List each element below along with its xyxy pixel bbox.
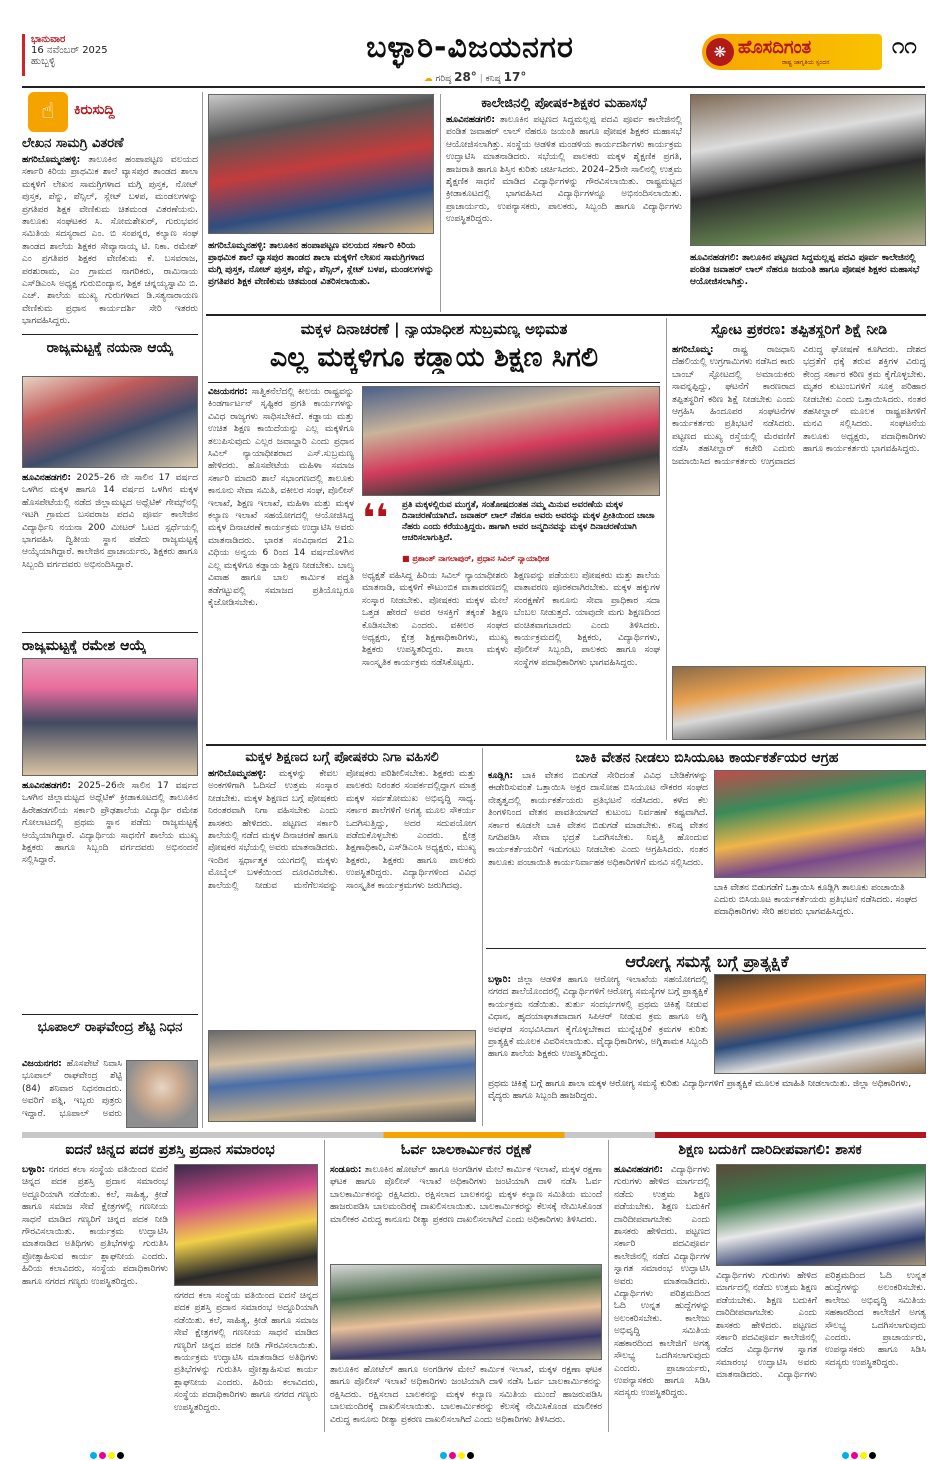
parents-body: ಹಗರಿಬೊಮ್ಮನಹಳ್ಳಿ: ಮಕ್ಕಳನ್ನು ಕೇವಲ ಅಂಕಗಳಿಗಾಗಿ ಓದಿಸದೆ ಉತ್ತಮ ಸಂಸ್ಕಾರ ನೀಡಬೇಕು. ಮಕ್ಕಳ ಶಿಕ್ಷಣದ ಬಗ್ಗೆ ಪೋಷಕರು ನಿರಂತರವಾಗಿ ನಿಗಾ ವಹಿಸಬೇಕು ಎಂದು ಶಾಸಕರು ಹೇಳಿದರು. ಪಟ್ಟಣದ ಸರ್ಕಾರಿ ಶಾಲೆಯಲ್ಲಿ ನಡೆದ ಮಕ್ಕಳ ದಿನಾಚರಣೆ ಹಾಗೂ ಪೋಷಕರ ಸಭೆಯಲ್ಲಿ ಅವರು ಮಾತನಾಡಿದರು. ಇಂದಿನ ಸ್ಪರ್ಧಾತ್ಮಕ ಯುಗದಲ್ಲಿ ಮಕ್ಕಳು ಮೊಬೈಲ್ ಬಳಕೆಯಿಂದ ದೂರವಿರಬೇಕು. ಶಾಲೆಯಲ್ಲಿ ನೀಡುವ ಮನೆಗೆಲಸವನ್ನು ಪೋಷಕರು ಪರಿಶೀಲಿಸಬೇಕು. ಶಿಕ್ಷಕರು ಮತ್ತು ಪಾಲಕರು ನಿರಂತರ ಸಂಪರ್ಕದಲ್ಲಿದ್ದಾಗ ಮಾತ್ರ ಮಕ್ಕಳ ಸರ್ವತೋಮುಖ ಅಭಿವೃದ್ಧಿ ಸಾಧ್ಯ. ಸರ್ಕಾರ ಶಾಲೆಗಳಿಗೆ ಅಗತ್ಯ ಮೂಲ ಸೌಕರ್ಯ ಒದಗಿಸುತ್ತಿದ್ದು, ಅದರ ಸದುಪಯೋಗ ಪಡೆದುಕೊಳ್ಳಬೇಕು ಎಂದರು. ಕ್ಷೇತ್ರ ಶಿಕ್ಷಣಾಧಿಕಾರಿ, ಎಸ್‌ಡಿಎಂಸಿ ಅಧ್ಯಕ್ಷರು, ಮುಖ್ಯ ಶಿಕ್ಷಕರು, ಶಿಕ್ಷಕರು ಹಾಗೂ ಪಾಲಕರು ಉಪಸ್ಥಿತರಿದ್ದರು. ವಿದ್ಯಾರ್ಥಿಗಳಿಂದ ವಿವಿಧ ಸಾಂಸ್ಕೃತಿಕ ಕಾರ್ಯಕ್ರಮಗಳು ಜರುಗಿದವು. bbox=[208, 769, 476, 891]
kirusuddi-photo-3 bbox=[22, 658, 198, 776]
health-headline: ಆರೋಗ್ಯ ಸಮಸ್ಯೆ ಬಗ್ಗೆ ಪ್ರಾತ್ಯಕ್ಷಿಕೆ bbox=[625, 952, 789, 971]
health-body: ಬಳ್ಳಾರಿ: ಜಿಲ್ಲಾ ಆಡಳಿತ ಹಾಗೂ ಆರೋಗ್ಯ ಇಲಾಖೆಯ ಸಹಯೋಗದಲ್ಲಿ ನಗರದ ಶಾಲೆಯೊಂದರಲ್ಲಿ ವಿದ್ಯಾರ್ಥಿಗಳಿಗೆ ಆರೋಗ್ಯ ಸಮಸ್ಯೆಗಳ ಬಗ್ಗೆ ಪ್ರಾತ್ಯಕ್ಷಿಕೆ ಕಾರ್ಯಕ್ರಮ ನಡೆಯಿತು. ತುರ್ತು ಸಂದರ್ಭಗಳಲ್ಲಿ ಪ್ರಥಮ ಚಿಕಿತ್ಸೆ ನೀಡುವ ವಿಧಾನ, ಹೃದಯಾಘಾತವಾದಾಗ ಸಿಪಿಆರ್ ನೀಡುವ ಕ್ರಮ ಹಾಗೂ ಅಗ್ನಿ ಅವಘಡ ಸಂಭವಿಸಿದಾಗ ಕೈಗೊಳ್ಳಬೇಕಾದ ಮುನ್ನೆಚ್ಚರಿಕೆ ಕ್ರಮಗಳ ಕುರಿತು ಪ್ರಾತ್ಯಕ್ಷಿಕೆ ಮೂಲಕ ವಿವರಿಸಲಾಯಿತು. ವೈದ್ಯಾಧಿಕಾರಿಗಳು, ಅಗ್ನಿಶಾಮಕ ಸಿಬ್ಬಂದಿ ಹಾಗೂ ಶಾಲೆಯ ಶಿಕ್ಷಕರು ಉಪಸ್ಥಿತರಿದ್ದರು. bbox=[488, 975, 708, 1060]
bottom3-body-b: ವಿದ್ಯಾರ್ಥಿಗಳು ಗುರುಗಳು ಹೇಳಿದ ಮಾರ್ಗದಲ್ಲಿ ನಡೆದು ಉತ್ತಮ ಶಿಕ್ಷಣ ಪಡೆಯಬೇಕು. ಶಿಕ್ಷಣ ಬದುಕಿಗೆ ದಾರಿದೀಪವಾಗಬೇಕು ಎಂದು ಶಾಸಕರು ಹೇಳಿದರು. ಪಟ್ಟಣದ ಸರ್ಕಾರಿ ಪದವಿಪೂರ್ವ ಕಾಲೇಜಿನಲ್ಲಿ ನಡೆದ ವಿದ್ಯಾರ್ಥಿಗಳ ಸ್ವಾಗತ ಸಮಾರಂಭ ಉದ್ಘಾಟಿಸಿ ಅವರು ಮಾತನಾಡಿದರು. ವಿದ್ಯಾರ್ಥಿಗಳು ಪರಿಶ್ರಮದಿಂದ ಓದಿ ಉನ್ನತ ಹುದ್ದೆಗಳನ್ನು ಅಲಂಕರಿಸಬೇಕು. ಕಾಲೇಜು ಅಭಿವೃದ್ಧಿ ಸಮಿತಿಯ ಸಹಕಾರದಿಂದ ಕಾಲೇಜಿಗೆ ಅಗತ್ಯ ಸೌಲಭ್ಯ ಒದಗಿಸಲಾಗುವುದು ಎಂದರು. ಪ್ರಾಚಾರ್ಯರು, ಉಪನ್ಯಾಸಕರು ಹಾಗೂ ಸಿಡಿಸಿ ಸದಸ್ಯರು ಉಪಸ್ಥಿತರಿದ್ದರು. bbox=[716, 1271, 926, 1381]
masthead-date: 16 ನವೆಂಬರ್ 2025 bbox=[31, 45, 108, 56]
top-story1-photo bbox=[208, 94, 434, 234]
column-divider bbox=[608, 1140, 609, 1432]
top-story2-body: ಹೂವಿನಹಡಗಲಿ: ತಾಲೂಕಿನ ಪಟ್ಟಣದ ಸಿದ್ದಮಲ್ಲಪ್ಪ ಪದವಿ ಪೂರ್ವ ಕಾಲೇಜಿನಲ್ಲಿ ಪಂಡಿತ ಜವಾಹರ್ ಲಾಲ್ ನೆಹರೂ ಜಯಂತಿ ಹಾಗೂ ಪೋಷಕ ಶಿಕ್ಷಕರ ಮಹಾಸಭೆ ಆಯೋಜಿಸಲಾಗಿತ್ತು. ಸಂಸ್ಥೆಯ ಆಡಳಿತ ಮಂಡಳಿಯ ಕಾರ್ಯದರ್ಶಿಗಳು ಕಾರ್ಯಕ್ರಮ ಉದ್ಘಾಟಿಸಿ ಮಾತನಾಡಿದರು. ಸಭೆಯಲ್ಲಿ ಪಾಲಕರು ಮಕ್ಕಳ ಶೈಕ್ಷಣಿಕ ಪ್ರಗತಿ, ಹಾಜರಾತಿ ಹಾಗೂ ಶಿಸ್ತಿನ ಕುರಿತು ಚರ್ಚಿಸಿದರು. 2024–25ನೇ ಸಾಲಿನಲ್ಲಿ ಉತ್ತಮ ಶೈಕ್ಷಣಿಕ ಸಾಧನೆ ಮಾಡಿದ ವಿದ್ಯಾರ್ಥಿಗಳನ್ನು ಗೌರವಿಸಲಾಯಿತು. ರಾಷ್ಟ್ರಮಟ್ಟದ ಕ್ರೀಡಾಕೂಟದಲ್ಲಿ ಭಾಗವಹಿಸಿದ ವಿದ್ಯಾರ್ಥಿಗಳನ್ನೂ ಅಭಿನಂದಿಸಲಾಯಿತು. ಪ್ರಾಚಾರ್ಯರು, ಉಪನ್ಯಾಸಕರು, ಪಾಲಕರು, ಸಿಬ್ಬಂದಿ ಹಾಗೂ ವಿದ್ಯಾರ್ಥಿಗಳು ಉಪಸ್ಥಿತರಿದ್ದರು. bbox=[446, 115, 682, 225]
parents-headline: ಮಕ್ಕಳ ಶಿಕ್ಷಣದ ಬಗ್ಗೆ ಪೋಷಕರು ನಿಗಾ ವಹಿಸಲಿ bbox=[245, 750, 439, 765]
region-title: ಬಳ್ಳಾರಿ-ವಿಜಯನಗರ bbox=[366, 30, 574, 65]
masthead-city: ಹುಬ್ಬಳ್ಳಿ bbox=[31, 56, 56, 67]
bottom-color-band bbox=[22, 1132, 926, 1138]
bottom3-headline: ಶಿಕ್ಷಣ ಬದುಕಿಗೆ ದಾರಿದೀಪವಾಗಲಿ: ಶಾಸಕ bbox=[678, 1142, 862, 1158]
bottom2-photo bbox=[330, 1264, 602, 1360]
logo-emblem-icon: ❋ bbox=[706, 38, 734, 66]
temp-min-label: ಕನಿಷ್ಠ bbox=[485, 74, 501, 84]
health-caption: ಪ್ರಥಮ ಚಿಕಿತ್ಸೆ ಬಗ್ಗೆ ಹಾಗೂ ಶಾಲಾ ಮಕ್ಕಳ ಆರೋಗ್ಯ ಸಮಸ್ಯೆ ಕುರಿತು ವಿದ್ಯಾರ್ಥಿಗಳಿಗೆ ಪ್ರಾತ್ಯಕ್ಷಿಕೆ ಮೂಲಕ ಮಾಹಿತಿ ನೀಡಲಾಯಿತು. ಜಿಲ್ಲಾ ಅಧಿಕಾರಿಗಳು, ವೈದ್ಯರು ಹಾಗೂ ಸಿಬ್ಬಂದಿ ಹಾಜರಿದ್ದರು. bbox=[488, 1079, 912, 1101]
kirusuddi-photo-2 bbox=[22, 376, 198, 468]
lead-quote: ಪ್ರತಿ ಮಕ್ಕಳಲ್ಲಿರುವ ಮುಗ್ಧತೆ, ಸಂತೋಷದಂತಹ ನಮ್ಮ ಮಿನುವ ಅವರಣೆಯ ಮಕ್ಕಳ ದಿನಾಚರಣೆಯಾಗಿದೆ. ಜವಾಹರ್ ಲಾಲ್ ನೆಹರೂ ಅವರು ಅವರನ್ನು ಮಕ್ಕಳ ಪ್ರೀತಿಯಿಂದ ಚಾಚಾ ನೆಹರು ಎಂದು ಕರೆಯುತ್ತಿದ್ದರು. ಹಾಗಾಗಿ ಅವರ ಜನ್ಮದಿನವನ್ನು ಮಕ್ಕಳ ದಿನಾಚರಣೆಯಾಗಿ ಆಚರಿಸಲಾಗುತ್ತಿದೆ. bbox=[402, 500, 655, 543]
wages-photo bbox=[714, 770, 926, 878]
lead-body-1: ವಿಜಯನಗರ: ಸಾತ್ವಿಕನೆಲೆದಲ್ಲಿ ಕೀಲಯ ರಾಷ್ಟ್ರವನ್ನು ಕಿಂಡರ್ಗಾರ್ಟನ್ ಸೃಷ್ಟಿಕರ ಪ್ರಗತಿ ಕಾರ್ಯಗಳನ್ನು ವಿವಿಧ ರಾಜ್ಯಗಳು ಸಾಧಿಸಬೇಕಿದೆ. ಕಡ್ಡಾಯ ಮತ್ತು ಉಚಿತ ಶಿಕ್ಷಣ ಕಾಯಿದೆಯನ್ನು ಎಲ್ಲ ಮಕ್ಕಳಿಗೂ ತಲುಪಿಸುವುದು ಎಲ್ಲರ ಜವಾಬ್ದಾರಿ ಎಂದು ಪ್ರಧಾನ ಸಿವಿಲ್ ನ್ಯಾಯಾಧೀಶರಾದ ಎಸ್.ಸುಬ್ರಮಣ್ಯ ಹೇಳಿದರು. ಹೊಸಪೇಟೆಯ ಮಹಿಳಾ ಸಮಾಜ ಸರ್ಕಾರಿ ಮಾದರಿ ಶಾಲೆ ಸಭಾಂಗಣದಲ್ಲಿ ತಾಲೂಕು ಕಾನೂನು ಸೇವಾ ಸಮಿತಿ, ವಕೀಲರ ಸಂಘ, ಪೊಲೀಸ್ ಇಲಾಖೆ, ಶಿಕ್ಷಣ ಇಲಾಖೆ, ಮಹಿಳಾ ಮತ್ತು ಮಕ್ಕಳ ಕಲ್ಯಾಣ ಇಲಾಖೆ ಸಹಯೋಗದಲ್ಲಿ ಆಯೋಜಿಸಿದ್ದ ಮಕ್ಕಳ ದಿನಾಚರಣೆ ಕಾರ್ಯಕ್ರಮ ಉದ್ಘಾಟಿಸಿ ಅವರು ಮಾತನಾಡಿದರು. ಭಾರತ ಸಂವಿಧಾನದ 21ಎ ವಿಧಿಯ ಅನ್ವಯ 6 ರಿಂದ 14 ವರ್ಷದೊಳಗಿನ ಎಲ್ಲ ಮಕ್ಕಳಿಗೂ ಕಡ್ಡಾಯ ಶಿಕ್ಷಣ ನೀಡಬೇಕು. ಬಾಲ್ಯ ವಿವಾಹ ಹಾಗೂ ಬಾಲ ಕಾರ್ಮಿಕ ಪದ್ಧತಿ ತಡೆಗಟ್ಟುವಲ್ಲಿ ಸಮಾಜದ ಪ್ರತಿಯೊಬ್ಬರೂ ಕೈಜೋಡಿಸಬೇಕು. bbox=[208, 387, 354, 608]
bottom1-body-a: ಬಳ್ಳಾರಿ: ನಗರದ ಕಲಾ ಸಂಸ್ಥೆಯ ವತಿಯಿಂದ ಐದನೆ ಚಿನ್ನದ ಪದಕ ಪ್ರಶಸ್ತಿ ಪ್ರದಾನ ಸಮಾರಂಭ ಅದ್ದೂರಿಯಾಗಿ ನಡೆಯಿತು. ಕಲೆ, ಸಾಹಿತ್ಯ, ಕ್ರೀಡೆ ಹಾಗೂ ಸಮಾಜ ಸೇವೆ ಕ್ಷೇತ್ರಗಳಲ್ಲಿ ಗಣನೀಯ ಸಾಧನೆ ಮಾಡಿದ ಗಣ್ಯರಿಗೆ ಚಿನ್ನದ ಪದಕ ನೀಡಿ ಗೌರವಿಸಲಾಯಿತು. ಕಾರ್ಯಕ್ರಮ ಉದ್ಘಾಟಿಸಿ ಮಾತನಾಡಿದ ಅತಿಥಿಗಳು ಪ್ರತಿಭೆಗಳನ್ನು ಗುರುತಿಸಿ ಪ್ರೋತ್ಸಾಹಿಸುವ ಕಾರ್ಯ ಶ್ಲಾಘನೀಯ ಎಂದರು. ಹಿರಿಯ ಕಲಾವಿದರು, ಸಂಸ್ಥೆಯ ಪದಾಧಿಕಾರಿಗಳು ಹಾಗೂ ನಗರದ ಗಣ್ಯರು ಉಪಸ್ಥಿತರಿದ್ದರು. bbox=[22, 1165, 168, 1287]
top-story1-caption: ಹಗರಿಬೊಮ್ಮನಹಳ್ಳಿ: ತಾಲೂಕಿನ ಹಂಪಾಪಟ್ಟಣ ವಲಯದ ಸರ್ಕಾರಿ ಕಿರಿಯ ಪ್ರಾಥಮಿಕ ಶಾಲೆ ವ್ಯಾಸಪುರ ತಾಂಡದ ಶಾಲಾ ಮಕ್ಕಳಿಗೆ ಲೇಖನ ಸಾಮಗ್ರಿಗಳಾದ ಮಗ್ಗಿ ಪುಸ್ತಕ, ನೋಟ್ ಪುಸ್ತಕ, ಪೆನ್ನು, ಪೆನ್ಸಿಲ್, ಸ್ಲೇಟ್ ಬಳಪ, ಮಂಡಲಗಳನ್ನು ಪ್ರಗತಿಪರ ಶಿಕ್ಷಕ ವೇಣಿಕುಮ ಚಿತಮಂಡ ವಿತರಿಸಲಾಯಿತು. bbox=[208, 241, 434, 287]
paper-name: ಹೊಸದಿಗಂತ bbox=[738, 37, 812, 58]
bottom2-body: ಸಂಡೂರು: ತಾಲೂಕಿನ ಹೋಟೆಲ್ ಹಾಗೂ ಅಂಗಡಿಗಳ ಮೇಲೆ ಕಾರ್ಮಿಕ ಇಲಾಖೆ, ಮಕ್ಕಳ ರಕ್ಷಣಾ ಘಟಕ ಹಾಗೂ ಪೊಲೀಸ್ ಇಲಾಖೆ ಅಧಿಕಾರಿಗಳು ಜಂಟಿಯಾಗಿ ದಾಳಿ ನಡೆಸಿ ಓರ್ವ ಬಾಲಕಾರ್ಮಿಕನನ್ನು ರಕ್ಷಿಸಿದರು. ರಕ್ಷಿಸಲಾದ ಬಾಲಕನನ್ನು ಮಕ್ಕಳ ಕಲ್ಯಾಣ ಸಮಿತಿಯ ಮುಂದೆ ಹಾಜರುಪಡಿಸಿ ಬಾಲಮಂದಿರಕ್ಕೆ ದಾಖಲಿಸಲಾಯಿತು. ಬಾಲಕಾರ್ಮಿಕರನ್ನು ಕೆಲಸಕ್ಕೆ ನೇಮಿಸಿಕೊಂಡ ಮಾಲೀಕರ ವಿರುದ್ಧ ಕಾನೂನು ರೀತ್ಯಾ ಪ್ರಕರಣ ದಾಖಲಿಸಲಾಗಿದೆ ಎಂದು ಅಧಿಕಾರಿಗಳು ತಿಳಿಸಿದರು. bbox=[330, 1165, 602, 1225]
pointing-hand-icon: ☝ bbox=[28, 92, 68, 132]
kirusuddi-headline-2: ರಾಜ್ಯಮಟ್ಟಕ್ಕೆ ನಯನಾ ಆಯ್ಕೆ bbox=[46, 340, 174, 356]
kirusuddi-body-2: ಹೂವಿನಹಡಗಲಿ: 2025–26 ನೇ ಸಾಲಿನ 17 ವರ್ಷದ ಒಳಗಿನ ಮಕ್ಕಳ ಹಾಗೂ 14 ವರ್ಷದ ಒಳಗಿನ ಮಕ್ಕಳ ಹೊಸಪೇಟೆಯಲ್ಲಿ ನಡೆದ ಜಿಲ್ಲಾಮಟ್ಟದ ಅಥ್ಲೆಟಿಕ್ ಗೇಮ್ಸ್‌ನಲ್ಲಿ ಇಟಗಿ ಗ್ರಾಮದ ಬಸವರಾಜ ಪದವಿ ಪೂರ್ವ ಕಾಲೇಜಿನ ವಿದ್ಯಾರ್ಥಿನಿ ನಯನಾ 200 ಮೀಟರ್ ಓಟದ ಸ್ಪರ್ಧೆಯಲ್ಲಿ ಭಾಗವಹಿಸಿ ದ್ವಿತೀಯ ಸ್ಥಾನ ಪಡೆದು ರಾಜ್ಯಮಟ್ಟಕ್ಕೆ ಆಯ್ಕೆಯಾಗಿದ್ದಾರೆ. ಕಾಲೇಜಿನ ಪ್ರಾಚಾರ್ಯರು, ಶಿಕ್ಷಕರು ಹಾಗೂ ಸಿಬ್ಬಂದಿ ವರ್ಗದವರು ಅಭಿನಂದಿಸಿದ್ದಾರೆ. bbox=[22, 473, 198, 570]
kirusuddi-label: ಕಿರುಸುದ್ದಿ bbox=[74, 102, 115, 118]
wages-caption: ಬಾಕಿ ವೇತನ ಬಿಡುಗಡೆಗೆ ಒತ್ತಾಯಿಸಿ ಕೂಡ್ಲಿಗಿ ತಾಲೂಕು ಪಂಚಾಯಿತಿ ಎದುರು ಬಿಸಿಯೂಟ ಕಾರ್ಯಕರ್ತೆಯರು ಪ್ರತಿಭಟನೆ ನಡೆಸಿದರು. ಸಂಘದ ಪದಾಧಿಕಾರಿಗಳು ಸೇರಿ ಹಲವರು ಭಾಗವಹಿಸಿದ್ದರು. bbox=[714, 883, 917, 917]
registration-marks bbox=[842, 1444, 902, 1454]
divider bbox=[22, 632, 198, 633]
paper-tagline: ರಾಷ್ಟ್ರ ಜಾಗೃತಿಯ ಸ್ಪಂದನ bbox=[782, 59, 830, 66]
lead-kicker: ಮಕ್ಕಳ ದಿನಾಚರಣೆ | ನ್ಯಾಯಾಧೀಶ ಸುಬ್ರಮಣ್ಯ ಅಭಿಮತ bbox=[300, 320, 568, 338]
lead-quote-author: ■ ಪ್ರಶಾಂತ್ ನಾಗಲಾಪುರ್, ಪ್ರಧಾನ ಸಿವಿಲ್ ನ್ಯಾಯಾಧೀಶ bbox=[402, 554, 550, 563]
kirusuddi-headline-1: ಲೇಖನ ಸಾಮಗ್ರಿ ವಿತರಣೆ bbox=[22, 136, 124, 151]
lead-headline: ಎಲ್ಲ ಮಕ್ಕಳಿಗೂ ಕಡ್ಡಾಯ ಶಿಕ್ಷಣ ಸಿಗಲಿ bbox=[269, 342, 599, 373]
column-divider bbox=[202, 92, 203, 1128]
divider bbox=[208, 382, 660, 383]
bottom2-headline: ಓರ್ವ ಬಾಲಕಾರ್ಮಿಕನ ರಕ್ಷಣೆ bbox=[400, 1142, 532, 1158]
spot-headline: ಸ್ಫೋಟ ಪ್ರಕರಣ: ತಪ್ಪಿತಸ್ಥರಿಗೆ ಶಿಕ್ಷೆ ನೀಡಿ bbox=[710, 322, 888, 338]
divider bbox=[22, 334, 198, 335]
divider bbox=[22, 1014, 198, 1015]
temp-max-label: ಗರಿಷ್ಠ bbox=[435, 74, 452, 84]
page-number: ೧೧ bbox=[892, 34, 917, 59]
registration-marks bbox=[90, 1444, 150, 1454]
top-story2-photo bbox=[690, 94, 926, 246]
bottom3-photo bbox=[716, 1164, 926, 1266]
obituary-photo bbox=[126, 1060, 198, 1128]
kirusuddi-badge bbox=[28, 92, 128, 132]
bottom2-body-b: ತಾಲೂಕಿನ ಹೋಟೆಲ್ ಹಾಗೂ ಅಂಗಡಿಗಳ ಮೇಲೆ ಕಾರ್ಮಿಕ ಇಲಾಖೆ, ಮಕ್ಕಳ ರಕ್ಷಣಾ ಘಟಕ ಹಾಗೂ ಪೊಲೀಸ್ ಇಲಾಖೆ ಅಧಿಕಾರಿಗಳು ಜಂಟಿಯಾಗಿ ದಾಳಿ ನಡೆಸಿ ಓರ್ವ ಬಾಲಕಾರ್ಮಿಕನನ್ನು ರಕ್ಷಿಸಿದರು. ರಕ್ಷಿಸಲಾದ ಬಾಲಕನನ್ನು ಮಕ್ಕಳ ಕಲ್ಯಾಣ ಸಮಿತಿಯ ಮುಂದೆ ಹಾಜರುಪಡಿಸಿ ಬಾಲಮಂದಿರಕ್ಕೆ ದಾಖಲಿಸಲಾಯಿತು. ಬಾಲಕಾರ್ಮಿಕರನ್ನು ಕೆಲಸಕ್ಕೆ ನೇಮಿಸಿಕೊಂಡ ಮಾಲೀಕರ ವಿರುದ್ಧ ಕಾನೂನು ರೀತ್ಯಾ ಪ್ರಕರಣ ದಾಖಲಿಸಲಾಗಿದೆ ಎಂದು ಅಧಿಕಾರಿಗಳು ತಿಳಿಸಿದರು. bbox=[330, 1365, 602, 1425]
column-divider bbox=[666, 318, 667, 740]
wages-body: ಕೂಡ್ಲಿಗಿ: ಬಾಕಿ ವೇತನ ಬಿಡುಗಡೆ ಸೇರಿದಂತೆ ವಿವಿಧ ಬೇಡಿಕೆಗಳನ್ನು ಈಡೇರಿಸುವಂತೆ ಒತ್ತಾಯಿಸಿ ಅಕ್ಷರ ದಾಸೋಹ ಬಿಸಿಯೂಟ ನೌಕರರ ಸಂಘದ ನೇತೃತ್ವದಲ್ಲಿ ಕಾರ್ಯಕರ್ತೆಯರು ಪ್ರತಿಭಟನೆ ನಡೆಸಿದರು. ಕಳೆದ ಕೆಲ ತಿಂಗಳಿನಿಂದ ವೇತನ ಪಾವತಿಯಾಗದೆ ಕುಟುಂಬ ನಿರ್ವಹಣೆ ಕಷ್ಟವಾಗಿದೆ. ಸರ್ಕಾರ ಕೂಡಲೇ ಬಾಕಿ ವೇತನ ಬಿಡುಗಡೆ ಮಾಡಬೇಕು. ಕನಿಷ್ಠ ವೇತನ ನಿಗದಿಪಡಿಸಿ ಸೇವಾ ಭದ್ರತೆ ಒದಗಿಸಬೇಕು. ನಿವೃತ್ತಿ ಹೊಂದುವ ಕಾರ್ಯಕರ್ತೆಯರಿಗೆ ಇಡುಗಂಟು ನೀಡಬೇಕು ಎಂದು ಆಗ್ರಹಿಸಿದರು. ನಂತರ ತಾಲೂಕು ಪಂಚಾಯಿತಿ ಕಾರ್ಯನಿರ್ವಾಹಕ ಅಧಿಕಾರಿಗಳಿಗೆ ಮನವಿ ಸಲ್ಲಿಸಿದರು. bbox=[488, 771, 708, 868]
kirusuddi-body-4: ವಿಜಯನಗರ: ಹೊಸಪೇಟೆ ನಿವಾಸಿ ಭೂಪಾಲ್ ರಾಘವೇಂದ್ರ ಶೆಟ್ಟಿ (84) ಶನಿವಾರ ನಿಧನರಾದರು. ಅವರಿಗೆ ಪತ್ನಿ, ಇಬ್ಬರು ಪುತ್ರರು ಇದ್ದಾರೆ. ಭೂಪಾಲ್ ಅವರು bbox=[22, 1059, 122, 1119]
registration-marks bbox=[440, 1444, 500, 1454]
column-divider bbox=[324, 1140, 325, 1432]
temp-max: 28° bbox=[454, 70, 477, 84]
section-rule bbox=[206, 314, 926, 316]
bottom1-photo bbox=[174, 1164, 318, 1286]
health-photo bbox=[714, 974, 926, 1074]
paper-logo bbox=[702, 34, 882, 70]
kirusuddi-headline-4: ಭೂಪಾಲ್ ರಾಘವೇಂದ್ರ ಶೆಟ್ಟಿ ನಿಧನ bbox=[37, 1020, 183, 1035]
section-rule bbox=[486, 948, 926, 949]
kirusuddi-headline-3: ರಾಜ್ಯಮಟ್ಟಕ್ಕೆ ರಮೇಶ ಆಯ್ಕೆ bbox=[22, 638, 147, 654]
weather-strip: ☁ ಗರಿಷ್ಠ 28° | ಕನಿಷ್ಠ 17° bbox=[423, 70, 527, 84]
spot-body: ಹಗರಿಬೊಮ್ಮ: ರಾಷ್ಟ್ರ ರಾಜಧಾನಿ ದೆಹಲಿಯಲ್ಲಿ ಉಗ್ರಗಾಮಿಗಳು ನಡೆಸಿದ ಕಾರು ಬಾಂಬ್ ಸ್ಫೋಟದಲ್ಲಿ ಅಮಾಯಕರು ಸಾವನ್ನಪ್ಪಿದ್ದು, ಘಟನೆಗೆ ಕಾರಣರಾದ ತಪ್ಪಿತಸ್ಥರಿಗೆ ಕಠಿಣ ಶಿಕ್ಷೆ ನೀಡಬೇಕು ಎಂದು ಆಗ್ರಹಿಸಿ ಹಿಂದೂಪರ ಸಂಘಟನೆಗಳ ಕಾರ್ಯಕರ್ತರು ಪ್ರತಿಭಟನೆ ನಡೆಸಿದರು. ಪಟ್ಟಣದ ಮುಖ್ಯ ರಸ್ತೆಯಲ್ಲಿ ಮೆರವಣಿಗೆ ನಡೆಸಿ ತಹಸೀಲ್ದಾರ್ ಕಚೇರಿ ಎದುರು ಜಮಾಯಿಸಿದ ಕಾರ್ಯಕರ್ತರು ಉಗ್ರವಾದದ ವಿರುದ್ಧ ಘೋಷಣೆ ಕೂಗಿದರು. ದೇಶದ ಭದ್ರತೆಗೆ ಧಕ್ಕೆ ತರುವ ಶಕ್ತಿಗಳ ವಿರುದ್ಧ ಕೇಂದ್ರ ಸರ್ಕಾರ ಕಠಿಣ ಕ್ರಮ ಕೈಗೊಳ್ಳಬೇಕು. ಮೃತರ ಕುಟುಂಬಗಳಿಗೆ ಸೂಕ್ತ ಪರಿಹಾರ ನೀಡಬೇಕು ಎಂದು ಒತ್ತಾಯಿಸಿದರು. ನಂತರ ತಹಸೀಲ್ದಾರ್ ಮೂಲಕ ರಾಷ್ಟ್ರಪತಿಗಳಿಗೆ ಮನವಿ ಸಲ್ಲಿಸಿದರು. ಸಂಘಟನೆಯ ತಾಲೂಕು ಅಧ್ಯಕ್ಷರು, ಪದಾಧಿಕಾರಿಗಳು ಹಾಗೂ ಕಾರ್ಯಕರ್ತರು ಭಾಗವಹಿಸಿದ್ದರು. bbox=[672, 345, 926, 467]
column-divider bbox=[440, 94, 441, 312]
column-divider bbox=[482, 748, 483, 1126]
wages-headline: ಬಾಕಿ ವೇತನ ನೀಡಲು ಬಿಸಿಯೂಟ ಕಾರ್ಯಕರ್ತೆಯರ ಆಗ್ರಹ bbox=[575, 750, 839, 766]
kirusuddi-column bbox=[22, 92, 198, 1120]
section-rule bbox=[206, 744, 926, 746]
spot-photo bbox=[672, 666, 926, 740]
quote-mark-icon: ❛❛ bbox=[362, 496, 389, 540]
masthead-day: ಭಾನುವಾರ bbox=[31, 34, 66, 45]
bottom1-body-b: ನಗರದ ಕಲಾ ಸಂಸ್ಥೆಯ ವತಿಯಿಂದ ಐದನೆ ಚಿನ್ನದ ಪದಕ ಪ್ರಶಸ್ತಿ ಪ್ರದಾನ ಸಮಾರಂಭ ಅದ್ದೂರಿಯಾಗಿ ನಡೆಯಿತು. ಕಲೆ, ಸಾಹಿತ್ಯ, ಕ್ರೀಡೆ ಹಾಗೂ ಸಮಾಜ ಸೇವೆ ಕ್ಷೇತ್ರಗಳಲ್ಲಿ ಗಣನೀಯ ಸಾಧನೆ ಮಾಡಿದ ಗಣ್ಯರಿಗೆ ಚಿನ್ನದ ಪದಕ ನೀಡಿ ಗೌರವಿಸಲಾಯಿತು. ಕಾರ್ಯಕ್ರಮ ಉದ್ಘಾಟಿಸಿ ಮಾತನಾಡಿದ ಅತಿಥಿಗಳು ಪ್ರತಿಭೆಗಳನ್ನು ಗುರುತಿಸಿ ಪ್ರೋತ್ಸಾಹಿಸುವ ಕಾರ್ಯ ಶ್ಲಾಘನೀಯ ಎಂದರು. ಹಿರಿಯ ಕಲಾವಿದರು, ಸಂಸ್ಥೆಯ ಪದಾಧಿಕಾರಿಗಳು ಹಾಗೂ ನಗರದ ಗಣ್ಯರು ಉಪಸ್ಥಿತರಿದ್ದರು. bbox=[174, 1291, 318, 1413]
top-story2-caption: ಹೂವಿನಹಡಗಲಿ: ತಾಲೂಕಿನ ಪಟ್ಟಣದ ಸಿದ್ದಮಲ್ಲಪ್ಪ ಪದವಿ ಪೂರ್ವ ಕಾಲೇಜಿನಲ್ಲಿ ಪಂಡಿತ ಜವಾಹರ್ ಲಾಲ್ ನೆಹರೂ ಜಯಂತಿ ಹಾಗೂ ಪೋಷಕ ಶಿಕ್ಷಕರ ಮಹಾಸಭೆ ಆಯೋಜಿಸಲಾಗಿತ್ತು. bbox=[690, 253, 920, 287]
bottom3-body-a: ಹೂವಿನಹಡಗಲಿ: ವಿದ್ಯಾರ್ಥಿಗಳು ಗುರುಗಳು ಹೇಳಿದ ಮಾರ್ಗದಲ್ಲಿ ನಡೆದು ಉತ್ತಮ ಶಿಕ್ಷಣ ಪಡೆಯಬೇಕು. ಶಿಕ್ಷಣ ಬದುಕಿಗೆ ದಾರಿದೀಪವಾಗಬೇಕು ಎಂದು ಶಾಸಕರು ಹೇಳಿದರು. ಪಟ್ಟಣದ ಸರ್ಕಾರಿ ಪದವಿಪೂರ್ವ ಕಾಲೇಜಿನಲ್ಲಿ ನಡೆದ ವಿದ್ಯಾರ್ಥಿಗಳ ಸ್ವಾಗತ ಸಮಾರಂಭ ಉದ್ಘಾಟಿಸಿ ಅವರು ಮಾತನಾಡಿದರು. ವಿದ್ಯಾರ್ಥಿಗಳು ಪರಿಶ್ರಮದಿಂದ ಓದಿ ಉನ್ನತ ಹುದ್ದೆಗಳನ್ನು ಅಲಂಕರಿಸಬೇಕು. ಕಾಲೇಜು ಅಭಿವೃದ್ಧಿ ಸಮಿತಿಯ ಸಹಕಾರದಿಂದ ಕಾಲೇಜಿಗೆ ಅಗತ್ಯ ಸೌಲಭ್ಯ ಒದಗಿಸಲಾಗುವುದು ಎಂದರು. ಪ್ರಾಚಾರ್ಯರು, ಉಪನ್ಯಾಸಕರು ಹಾಗೂ ಸಿಡಿಸಿ ಸದಸ್ಯರು ಉಪಸ್ಥಿತರಿದ್ದರು. bbox=[614, 1165, 710, 1399]
weather-sun-icon: ☁ bbox=[423, 74, 433, 84]
lead-photo bbox=[362, 386, 660, 496]
kirusuddi-body-3: ಹೂವಿನಹಡಗಲಿ: 2025–26ನೇ ಸಾಲಿನ 17 ವರ್ಷದ ಒಳಗಿನ ಜಿಲ್ಲಾಮಟ್ಟದ ಅಥ್ಲೆಟಿಕ್ ಕ್ರೀಡಾಕೂಟದಲ್ಲಿ ತಾಲೂಕಿನ ಹಿರೇಹಡಗಲಿಯ ಸರ್ಕಾರಿ ಪ್ರೌಢಶಾಲೆಯ ವಿದ್ಯಾರ್ಥಿ ರಮೇಶ ಗೋಲಾಟದಲ್ಲಿ ಪ್ರಥಮ ಸ್ಥಾನ ಪಡೆದು ರಾಜ್ಯಮಟ್ಟಕ್ಕೆ ಆಯ್ಕೆಯಾಗಿದ್ದಾರೆ. ವಿದ್ಯಾರ್ಥಿಯ ಸಾಧನೆಗೆ ಶಾಲೆಯ ಮುಖ್ಯ ಶಿಕ್ಷಕರು ಹಾಗೂ ಸಿಬ್ಬಂದಿ ವರ್ಗದವರು ಅಭಿನಂದನೆ ಸಲ್ಲಿಸಿದ್ದಾರೆ. bbox=[22, 781, 198, 866]
masthead bbox=[0, 0, 945, 82]
top-story2-headline: ಕಾಲೇಜಿನಲ್ಲಿ ಪೋಷಕ-ಶಿಕ್ಷಕರ ಮಹಾಸಭೆ bbox=[481, 96, 647, 111]
masthead-rule bbox=[22, 86, 925, 88]
lead-body-3: ಶಿಕ್ಷಣವನ್ನು ಪಡೆಯಲು ಪೋಷಕರು ಮತ್ತು ಶಾಲೆಯ ವಾತಾವರಣ ಪೂರಕವಾಗಿರಬೇಕು. ಮಕ್ಕಳ ಹಕ್ಕುಗಳ ಸಂರಕ್ಷಣೆಗೆ ಕಾನೂನು ಸೇವಾ ಪ್ರಾಧಿಕಾರ ಸದಾ ಬೆಂಬಲ ನೀಡುತ್ತದೆ. ಯಾವುದೇ ಮಗು ಶಿಕ್ಷಣದಿಂದ ವಂಚಿತವಾಗಬಾರದು ಎಂದು ತಿಳಿಸಿದರು. ಕಾರ್ಯಕ್ರಮದಲ್ಲಿ ಶಿಕ್ಷಕರು, ವಿದ್ಯಾರ್ಥಿಗಳು, ಪೊಲೀಸ್ ಸಿಬ್ಬಂದಿ, ಪಾಲಕರು ಹಾಗೂ ಸಂಘ ಸಂಸ್ಥೆಗಳ ಪದಾಧಿಕಾರಿಗಳು ಭಾಗವಹಿಸಿದ್ದರು. bbox=[514, 571, 660, 668]
lead-quote-box bbox=[362, 496, 660, 566]
kirusuddi-body-1: ಹಗರಿಬೊಮ್ಮನಹಳ್ಳಿ: ತಾಲೂಕಿನ ಹಂಪಾಪಟ್ಟಣ ವಲಯದ ಸರ್ಕಾರಿ ಕಿರಿಯ ಪ್ರಾಥಮಿಕ ಶಾಲೆ ವ್ಯಾಸಪುರ ತಾಂಡದ ಶಾಲಾ ಮಕ್ಕಳಿಗೆ ಲೇಖನ ಸಾಮಗ್ರಿಗಳಾದ ಮಗ್ಗಿ ಪುಸ್ತಕ, ನೋಟ್ ಪುಸ್ತಕ, ಪೆನ್ನು, ಪೆನ್ಸಿಲ್, ಸ್ಲೇಟ್ ಬಳಪ, ಮಂಡಲಗಳನ್ನು ಪ್ರಗತಿಪರ ಶಿಕ್ಷಕ ವೇಣಿಕುಮ ಚಿತಮಂಡ ವಿತರಣೆಯನು. ತಾಲೂಕು ಸಂಘಟಕರ ಸಿ. ಸೋಮಶೇಖರ್, ಗುರುಭವನ ಸಮಿತಿಯ ಸದಸ್ಯರಾದ ಎಂ. ಬಿ ಸಂಪನ್ನರ, ಕಲ್ಯಾಣ ಸಂಘ ತಾಂಡದ ಶಾಲೆಯ ಶಿಕ್ಷಕರ ಸೇವ್ಯಾನಾಯ್ಕ ಟಿ. ನಿಕಾ. ರಮೇಶ್ ಎಂ ಪ್ರಗತಿಪರ ಶಿಕ್ಷಕರ ವೇಣಿಕುಮ ಕೆ. ಬಸವರಾಜ, ಪರಶುರಾಮ, ಎಂ ಗ್ರಾಮದ ನಾಗರಿಕರು, ರಾಮಿನಾಯ ಎಸ್‌ಡಿಎಂಸಿ ಅಧ್ಯಕ್ಷ ಗುರುಬಿಂದ್ಯಾನ, ಶಿಕ್ಷಕ ಚನ್ನಯ್ಯಸ್ವಾಮಿ ಬಿ. ಎಚ್. ಶಾಲೆಯ ಮುಖ್ಯ ಗುರುಗಳಾದ ಡಿ.ಸತ್ಯನಾರಾಯಣ ವೇಣಿಕುಮ ಪ್ರಧಾನ ಕಾರ್ಯದರ್ಶಿ ಸೇರಿ ಇತರರು ಭಾಗವಹಿಸಿದ್ದರು. bbox=[22, 155, 198, 327]
temp-min: 17° bbox=[503, 70, 527, 84]
bottom1-headline: ಐದನೆ ಚಿನ್ನದ ಪದಕ ಪ್ರಶಸ್ತಿ ಪ್ರದಾನ ಸಮಾರಂಭ bbox=[65, 1142, 275, 1158]
lead-body-2: ಅಧ್ಯಕ್ಷತೆ ವಹಿಸಿದ್ದ ಹಿರಿಯ ಸಿವಿಲ್ ನ್ಯಾಯಾಧೀಶರು ಮಾತನಾಡಿ, ಮಕ್ಕಳಿಗೆ ಕೌಟುಂಬಿಕ ವಾತಾವರಣದಲ್ಲಿ ಸಂಸ್ಕಾರ ನೀಡಬೇಕು. ಪೋಷಕರು ಮಕ್ಕಳ ಮೇಲೆ ಒತ್ತಡ ಹೇರದೆ ಅವರ ಆಸಕ್ತಿಗೆ ತಕ್ಕಂತೆ ಶಿಕ್ಷಣ ಕೊಡಿಸಬೇಕು ಎಂದರು. ವಕೀಲರ ಸಂಘದ ಅಧ್ಯಕ್ಷರು, ಕ್ಷೇತ್ರ ಶಿಕ್ಷಣಾಧಿಕಾರಿಗಳು, ಮುಖ್ಯ ಶಿಕ್ಷಕರು ಉಪಸ್ಥಿತರಿದ್ದರು. ಶಾಲಾ ಮಕ್ಕಳು ಸಾಂಸ್ಕೃತಿಕ ಕಾರ್ಯಕ್ರಮ ನಡೆಸಿಕೊಟ್ಟರು. bbox=[362, 571, 508, 668]
masthead-date-block bbox=[22, 34, 172, 76]
parents-photo bbox=[208, 1030, 476, 1122]
